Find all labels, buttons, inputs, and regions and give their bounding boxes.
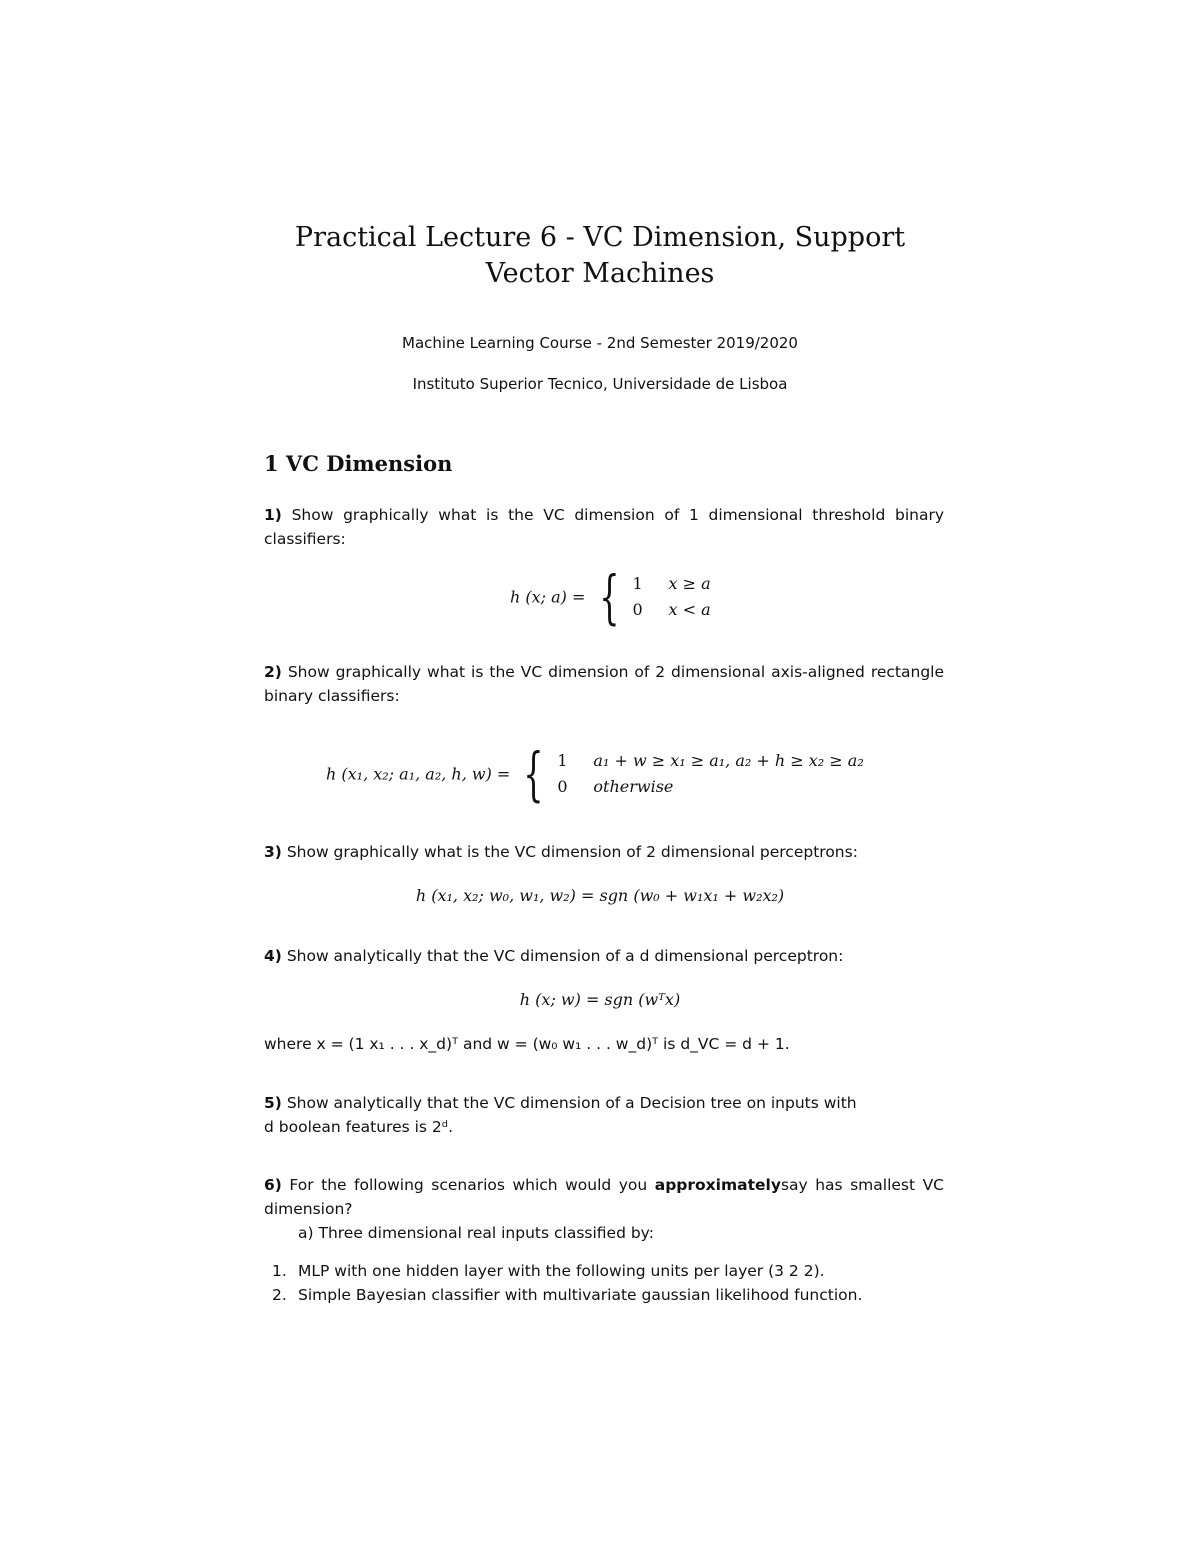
question-1 [264, 503, 944, 551]
equation-4: h (x; w) = sgn (wᵀx) [519, 990, 681, 1009]
emphasis-text: approximately [654, 1176, 781, 1194]
institution-line: Instituto Superior Tecnico, Universidade de Lisboa [412, 375, 788, 393]
question-number: 4) [264, 947, 282, 965]
case-condition: x ≥ a [668, 574, 711, 593]
equation-lhs: h (x₁, x₂; a₁, a₂, h, w) = [326, 764, 511, 784]
equation-lhs: h (x; a) = [510, 587, 586, 607]
course-line: Machine Learning Course - 2nd Semester 2019/2020 [402, 334, 798, 352]
case-value: 0 [632, 600, 643, 619]
question-text: Show analytically that the VC dimension of a Decision tree on inputs with [286, 1094, 857, 1112]
page-title [200, 220, 1000, 292]
cases-block [633, 571, 711, 623]
equation-1 [510, 563, 711, 631]
case-value: 1 [557, 751, 568, 770]
case-value: 1 [632, 574, 643, 593]
question-4 [264, 944, 944, 968]
list-text: MLP with one hidden layer with the following units per layer (3 2 2). [298, 1262, 825, 1280]
list-item [272, 1259, 952, 1283]
question-text: Show graphically what is the VC dimension of 2 dimensional perceptrons: [286, 843, 858, 861]
question-number: 5) [264, 1094, 282, 1112]
question-3 [264, 840, 944, 864]
title-line-2: Vector Machines [485, 258, 715, 289]
question-text-continued: d boolean features is 2ᵈ. [264, 1118, 454, 1136]
question-5 [264, 1091, 944, 1139]
question-text: Show graphically what is the VC dimension of 1 dimensional threshold binary classifiers: [264, 506, 944, 548]
section-heading: 1 VC Dimension [264, 451, 453, 476]
case-condition: x < a [668, 600, 711, 619]
list-text: Simple Bayesian classifier with multivariate gaussian likelihood function. [298, 1286, 863, 1304]
list-number: 1. [272, 1262, 287, 1280]
where-line: where x = (1 x₁ . . . x_d)ᵀ and w = (w₀ w₁ . . . w_d)ᵀ is d_VC = d + 1. [264, 1035, 790, 1053]
question-text: Show analytically that the VC dimension of a d dimensional perceptron: [286, 947, 844, 965]
question-number: 3) [264, 843, 282, 861]
question-text-after: say has smallest VC dimension? [264, 1176, 944, 1218]
sub-question-a: a) Three dimensional real inputs classified by: [298, 1224, 654, 1242]
question-text: For the following scenarios which would you [289, 1176, 648, 1194]
question-6 [264, 1173, 944, 1221]
equation-2 [326, 740, 864, 808]
case-condition: otherwise [593, 777, 674, 796]
list-item [272, 1283, 952, 1307]
left-brace: { [523, 740, 545, 808]
title-line-1: Practical Lecture 6 - VC Dimension, Support [294, 222, 906, 253]
left-brace: { [598, 563, 620, 631]
question-2 [264, 660, 944, 708]
question-number: 2) [264, 663, 282, 681]
cases-block [557, 748, 863, 800]
question-text: Show graphically what is the VC dimension of 2 dimensional axis-aligned rectangle binary classifiers: [264, 663, 944, 705]
case-value: 0 [557, 777, 568, 796]
list-number: 2. [272, 1286, 287, 1304]
question-number: 1) [264, 506, 282, 524]
question-number: 6) [264, 1176, 282, 1194]
equation-3: h (x₁, x₂; w₀, w₁, w₂) = sgn (w₀ + w₁x₁ + w₂x₂) [415, 886, 785, 905]
case-condition: a₁ + w ≥ x₁ ≥ a₁, a₂ + h ≥ x₂ ≥ a₂ [593, 751, 864, 770]
